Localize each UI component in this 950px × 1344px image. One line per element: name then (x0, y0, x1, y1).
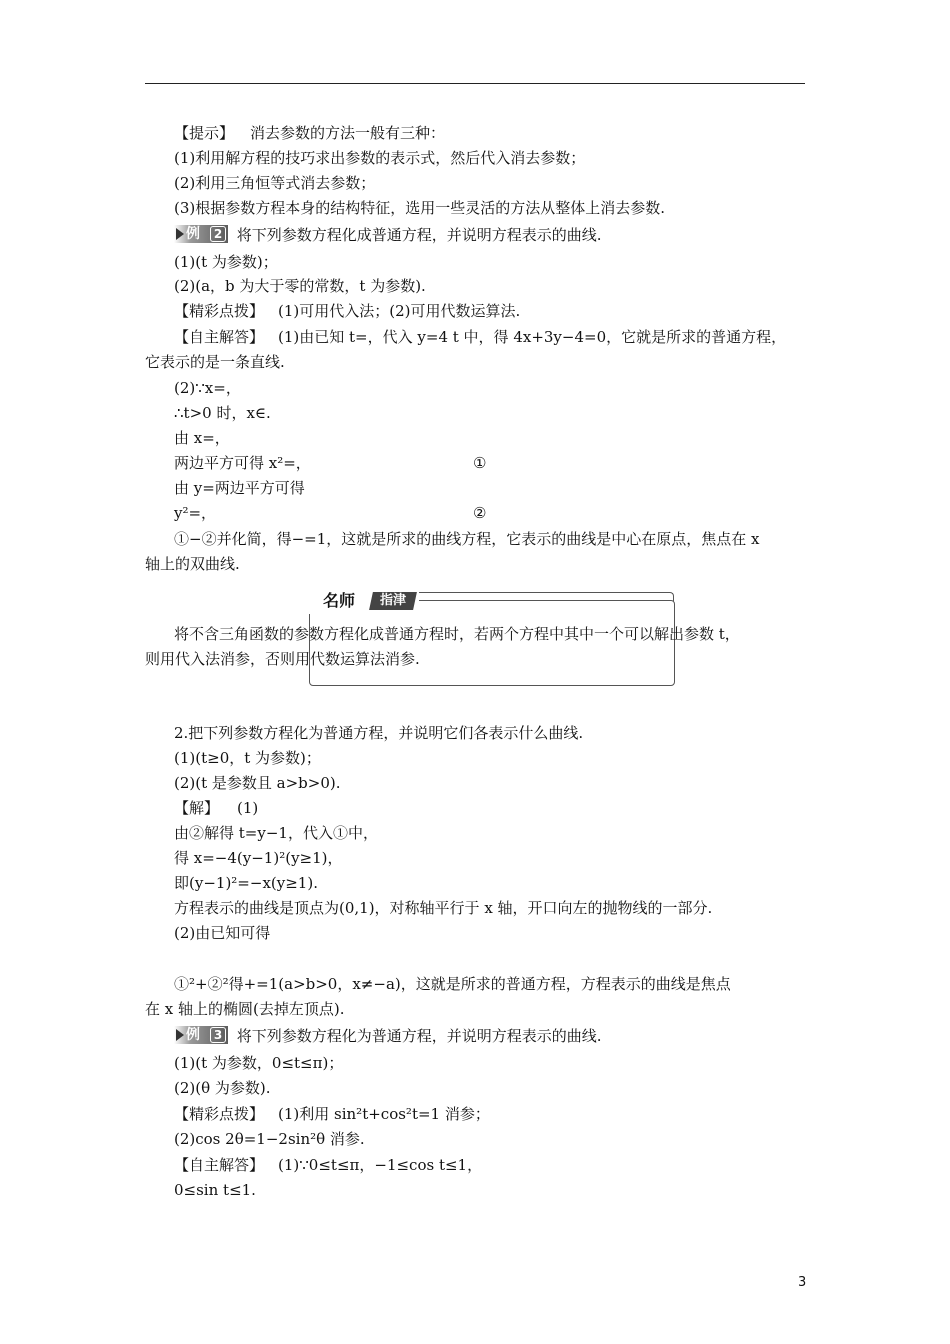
tip-title: 【精彩点拨】 (174, 302, 265, 320)
badge-label: 例 (186, 226, 200, 242)
example2-solution-line-10: 轴上的双曲线. (145, 555, 240, 573)
header-rule (145, 83, 805, 84)
example3-solution-line-2: 0≤sin t≤1. (174, 1181, 256, 1199)
teacher-note-top-edge (419, 592, 674, 601)
example2-badge (174, 225, 228, 243)
exercise2-part1: (1)(t≥0，t 为参数)； (174, 749, 321, 767)
solution-title: 【自主解答】 (174, 328, 265, 346)
solution-text: (1)由已知 t=，代入 y=4 t 中，得 4x+3y−4=0，它就是所求的普通方程， (278, 328, 787, 346)
exercise2-solution-title: 【解】 (174, 799, 220, 817)
solution-line-1: (1)∵0≤t≤π，−1≤cos t≤1， (278, 1156, 483, 1174)
example3-tip-line-2: (2)cos 2θ=1−2sin²θ 消参. (174, 1130, 365, 1148)
exercise2-line-1: 由②解得 t=y−1，代入①中， (174, 824, 378, 842)
example3-tip (174, 1104, 490, 1124)
example2-tip (174, 301, 520, 321)
example3-badge (174, 1026, 228, 1044)
hint-line (174, 123, 445, 143)
teacher-note-title-b (369, 592, 417, 610)
example2-solution-line-3: (2)∵x=， (174, 379, 241, 397)
exercise2-title: 2.把下列参数方程化为普通方程，并说明它们各表示什么曲线. (174, 724, 584, 742)
example2-solution-line-9: ①−②并化简，得−=1，这就是所求的曲线方程，它表示的曲线是中心在原点，焦点在 x (174, 530, 760, 548)
hint-intro: 消去参数的方法一般有三种： (250, 124, 446, 142)
example2-solution-line-2: 它表示的是一条直线. (145, 353, 285, 371)
example2-solution-line-6: 两边平方可得 x²=， (174, 454, 311, 472)
teacher-note-line-2: 则用代入法消参，否则用代数运算法消参. (145, 650, 420, 668)
example2-solution-line-7: 由 y=两边平方可得 (174, 479, 305, 497)
example3-heading (174, 1026, 602, 1046)
exercise2-solution (174, 798, 258, 818)
badge-label: 例 (186, 1027, 200, 1043)
hint-item-1: (1)利用解方程的技巧求出参数的表示式，然后代入消去参数； (174, 149, 586, 167)
badge-number: 2 (210, 226, 226, 242)
example3-part1: (1)(t 为参数，0≤t≤π)； (174, 1054, 344, 1072)
teacher-note-title-a: 名师 (323, 591, 356, 610)
equation-mark-1: ① (473, 454, 487, 472)
equation-mark-2: ② (473, 504, 487, 522)
triangle-icon (176, 228, 184, 240)
example2-part1: (1)(t 为参数)； (174, 253, 278, 271)
example2-solution-line-8: y²=， (174, 504, 217, 522)
exercise2-line-5: (2)由已知可得 (174, 924, 271, 942)
example3-part2: (2)(θ 为参数). (174, 1079, 271, 1097)
exercise2-part2: (2)(t 是参数且 a>b>0). (174, 774, 341, 792)
exercise2-line-6: ①²+②²得+=1(a>b>0，x≠−a)，这就是所求的普通方程，方程表示的曲线是焦点 (174, 975, 731, 993)
page-number: 3 (798, 1275, 807, 1290)
example3-prompt: 将下列参数方程化为普通方程，并说明方程表示的曲线. (236, 1027, 602, 1045)
hint-item-3: (3)根据参数方程本身的结构特征，选用一些灵活的方法从整体上消去参数. (174, 199, 666, 217)
teacher-note-title-b-text: 指津 (379, 593, 406, 608)
exercise2-solution-1: (1) (237, 799, 259, 817)
tip-text: (1)可用代入法；(2)可用代数运算法. (278, 302, 521, 320)
exercise2-line-3: 即(y−1)²=−x(y≥1). (174, 874, 318, 892)
example2-solution-line-1 (174, 327, 786, 347)
exercise2-line-4: 方程表示的曲线是顶点为(0,1)，对称轴平行于 x 轴，开口向左的抛物线的一部分. (174, 899, 713, 917)
example2-heading (174, 225, 602, 245)
example2-part2: (2)(a，b 为大于零的常数，t 为参数). (174, 277, 426, 295)
exercise2-line-7: 在 x 轴上的椭圆(去掉左顶点). (145, 1000, 345, 1018)
example2-solution-line-5: 由 x=， (174, 429, 230, 447)
hint-title: 【提示】 (174, 124, 235, 142)
tip-title: 【精彩点拨】 (174, 1105, 265, 1123)
example2-prompt: 将下列参数方程化成普通方程，并说明方程表示的曲线. (236, 226, 602, 244)
badge-number: 3 (210, 1027, 226, 1043)
solution-title: 【自主解答】 (174, 1156, 265, 1174)
teacher-note-line-1: 将不含三角函数的参数方程化成普通方程时，若两个方程中其中一个可以解出参数 t， (174, 625, 740, 643)
triangle-icon (176, 1029, 184, 1041)
tip-line-1: (1)利用 sin²t+cos²t=1 消参； (278, 1105, 490, 1123)
example2-solution-line-4: ∴t>0 时，x∈. (174, 404, 271, 422)
hint-item-2: (2)利用三角恒等式消去参数； (174, 174, 376, 192)
example3-solution (174, 1155, 482, 1175)
exercise2-line-2: 得 x=−4(y−1)²(y≥1)， (174, 849, 343, 867)
